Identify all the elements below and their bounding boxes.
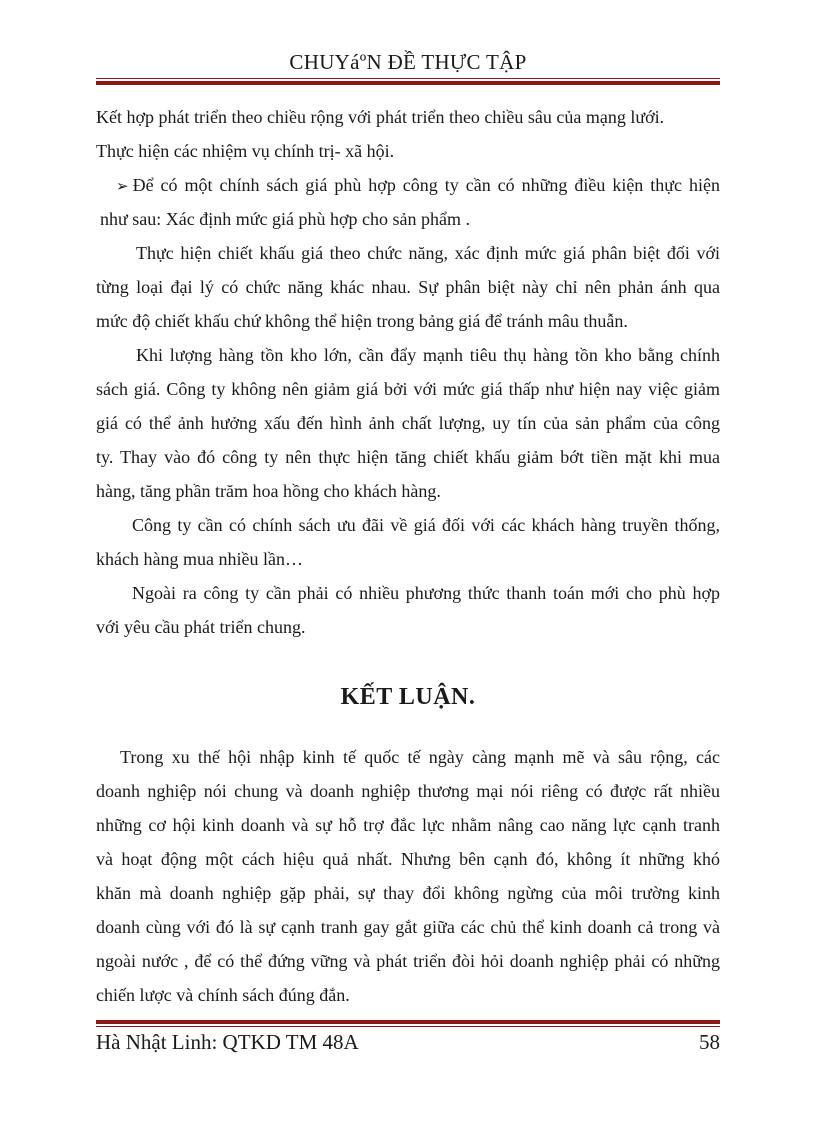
text-line: sách giá. Công ty không nên giảm giá bởi với mức giá thấp như hiện nay việc giảm bbox=[96, 379, 720, 399]
text-line: ty. Thay vào đó công ty nên thực hiện tăng chiết khấu giảm bớt tiền mặt khi mua bbox=[96, 447, 720, 467]
footer-author: Hà Nhật Linh: QTKD TM 48A bbox=[96, 1030, 359, 1054]
footer-page-number: 58 bbox=[699, 1030, 720, 1054]
text-line: doanh cùng với đó là sự cạnh tranh gay gắt giữa các chủ thể kinh doanh cả trong và bbox=[96, 917, 720, 937]
text-line: khăn mà doanh nghiệp gặp phải, sự thay đổi không ngừng của môi trường kinh bbox=[96, 883, 720, 903]
text-line: khách hàng mua nhiều lần… bbox=[96, 549, 303, 569]
text-line: Kết hợp phát triển theo chiều rộng với phát triển theo chiều sâu của mạng lưới. bbox=[96, 107, 665, 127]
text-line: những cơ hội kinh doanh và sự hỗ trợ đắc lực nhằm nâng cao năng lực cạnh tranh bbox=[96, 815, 720, 835]
text-line: và hoạt động một cách hiệu quả nhất. Nhưng bên cạnh đó, không ít những khó bbox=[96, 849, 720, 869]
text-line: chiến lược và chính sách đúng đắn. bbox=[96, 985, 350, 1005]
text-line: với yêu cầu phát triển chung. bbox=[96, 617, 306, 637]
header-rule bbox=[96, 78, 720, 85]
text-line: từng loại đại lý có chức năng khác nhau. Sự phân biệt này chỉ nên phản ánh qua bbox=[96, 277, 720, 297]
text-line: giá có thể ảnh hưởng xấu đến hình ảnh chất lượng, uy tín của sản phẩm của công bbox=[96, 413, 720, 433]
text-line: Khi lượng hàng tồn kho lớn, cần đẩy mạnh tiêu thụ hàng tồn kho bằng chính bbox=[136, 345, 720, 365]
text-span: Để có một chính sách giá phù hợp công ty cần có những điều kiện thực hiện bbox=[132, 175, 720, 195]
text-line: Ngoài ra công ty cần phải có nhiều phương thức thanh toán mới cho phù hợp bbox=[132, 583, 720, 603]
text-line: ngoài nước , để có thể đứng vững và phát triển đòi hỏi doanh nghiệp phải có những bbox=[96, 951, 720, 971]
text-line: Thực hiện chiết khấu giá theo chức năng, xác định mức giá phân biệt đối với bbox=[136, 243, 720, 263]
text-line: doanh nghiệp nói chung và doanh nghiệp thương mại nói riêng có được rất nhiều bbox=[96, 781, 720, 801]
text-line: mức độ chiết khấu chứ không thể hiện trong bảng giá để tránh mâu thuẫn. bbox=[96, 311, 628, 331]
text-line: hàng, tăng phần trăm hoa hồng cho khách hàng. bbox=[96, 481, 441, 501]
text-line: như sau: Xác định mức giá phù hợp cho sản phẩm . bbox=[100, 209, 470, 229]
text-line: Công ty cần có chính sách ưu đãi về giá đối với các khách hàng truyền thống, bbox=[132, 515, 720, 535]
text-line: Thực hiện các nhiệm vụ chính trị- xã hội. bbox=[96, 141, 395, 161]
conclusion-heading: KẾT LUẬN. bbox=[340, 684, 476, 710]
bullet-arrow-icon: ➢ bbox=[116, 179, 129, 195]
page-header-title: CHUYáºN ĐỀ THỰC TẬP bbox=[289, 50, 527, 74]
text-line: Trong xu thế hội nhập kinh tế quốc tế ngày càng mạnh mẽ và sâu rộng, các bbox=[120, 747, 720, 767]
bullet-line bbox=[116, 168, 720, 202]
footer-rule bbox=[96, 1018, 720, 1027]
